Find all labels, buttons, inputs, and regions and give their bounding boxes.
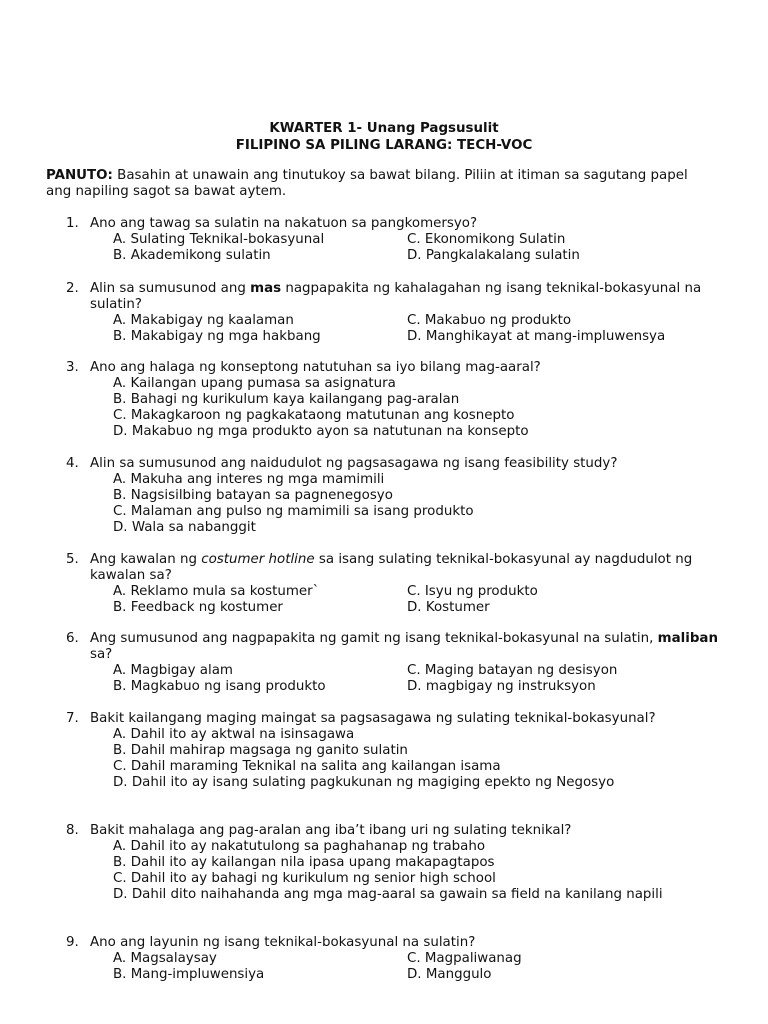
option-a: A. Sulating Teknikal-bokasyunal bbox=[113, 232, 325, 247]
question-text: Ano ang halaga ng konseptong natutuhan sa iyo bilang mag-aaral? bbox=[90, 360, 541, 375]
option-a: A. Dahil ito ay aktwal na isinsagawa bbox=[113, 727, 355, 742]
question-text: Ano ang layunin ng isang teknikal-bokasyunal na sulatin? bbox=[90, 935, 476, 950]
instructions bbox=[46, 168, 706, 200]
option-d: D. magbigay ng instruksyon bbox=[407, 679, 596, 694]
question-text: Bakit kailangang maging maingat sa pagsasagawa ng sulating teknikal-bokasyunal? bbox=[90, 711, 656, 726]
question-text-start: Alin sa sumusunod ang bbox=[90, 281, 251, 296]
option-c: C. Dahil maraming Teknikal na salita ang kailangan isama bbox=[113, 759, 501, 774]
question-number: 2. bbox=[66, 281, 79, 296]
option-c: C. Isyu ng produkto bbox=[407, 584, 538, 599]
option-a: A. Dahil ito ay nakatutulong sa paghahanap ng trabaho bbox=[113, 839, 486, 854]
options bbox=[113, 232, 726, 264]
option-b: B. Akademikong sulatin bbox=[113, 248, 271, 263]
option-d: D. Dahil dito naihahanda ang mga mag-aaral sa gawain sa field na kanilang napili bbox=[113, 887, 663, 902]
option-c: C. Makagkaroon ng pagkakataong matutunan ang kosnepto bbox=[113, 408, 515, 423]
exam-subject: FILIPINO SA PILING LARANG: TECH-VOC bbox=[235, 138, 533, 153]
option-a: A. Makabigay ng kaalaman bbox=[113, 313, 294, 328]
question-6 bbox=[66, 631, 726, 695]
option-b: B. Nagsisilbing batayan sa pagnenegosyo bbox=[113, 488, 393, 503]
exam-title: KWARTER 1- Unang Pagsusulit bbox=[269, 121, 499, 136]
question-emphasis: maliban bbox=[657, 631, 718, 646]
option-b: B. Dahil mahirap magsaga ng ganito sulatin bbox=[113, 743, 408, 758]
options bbox=[113, 727, 726, 791]
options bbox=[113, 472, 726, 536]
question-number: 9. bbox=[66, 935, 79, 950]
question-text-end: sa? bbox=[90, 647, 113, 662]
option-b: B. Dahil ito ay kailangan nila ipasa upang makapagtapos bbox=[113, 855, 495, 870]
option-c: C. Magpaliwanag bbox=[407, 951, 522, 966]
options bbox=[113, 376, 726, 440]
instructions-label: PANUTO: bbox=[46, 168, 113, 183]
question-5 bbox=[66, 552, 726, 616]
option-c: C. Dahil ito ay bahagi ng kurikulum ng senior high school bbox=[113, 871, 496, 886]
question-text-end: sa isang sulating teknikal-bokasyunal ay nagdudulot ng kawalan sa? bbox=[90, 552, 693, 583]
option-a: A. Magbigay alam bbox=[113, 663, 233, 678]
option-b: B. Makabigay ng mga hakbang bbox=[113, 329, 321, 344]
options bbox=[113, 584, 726, 616]
question-text-start: Ang sumusunod ang nagpapakita ng gamit ng isang teknikal-bokasyunal na sulatin, bbox=[90, 631, 658, 646]
instructions-text: Basahin at unawain ang tinutukoy sa bawat bilang. Piliin at itiman sa sagutang papel ang napiling sagot sa bawat aytem. bbox=[46, 168, 688, 199]
options bbox=[113, 951, 726, 983]
option-c: C. Ekonomikong Sulatin bbox=[407, 232, 566, 247]
option-d: D. Kostumer bbox=[407, 600, 490, 615]
question-7 bbox=[66, 711, 726, 791]
option-a: A. Kailangan upang pumasa sa asignatura bbox=[113, 376, 396, 391]
option-d: D. Dahil ito ay isang sulating pagkukunan ng magiging epekto ng Negosyo bbox=[113, 775, 615, 790]
option-b: B. Mang-impluwensiya bbox=[113, 967, 265, 982]
option-c: C. Maging batayan ng desisyon bbox=[407, 663, 618, 678]
option-a: A. Magsalaysay bbox=[113, 951, 217, 966]
question-text-end: nagpapakita ng kahalagahan ng isang teknikal-bokasyunal na sulatin? bbox=[90, 281, 702, 312]
question-number: 7. bbox=[66, 711, 79, 726]
option-a: A. Reklamo mula sa kostumer` bbox=[113, 584, 320, 599]
question-text: Bakit mahalaga ang pag-aralan ang iba’t ibang uri ng sulating teknikal? bbox=[90, 823, 572, 838]
question-number: 1. bbox=[66, 216, 79, 231]
options bbox=[113, 663, 726, 695]
option-c: C. Makabuo ng produkto bbox=[407, 313, 572, 328]
question-text-start: Ang kawalan ng bbox=[90, 552, 202, 567]
question-text bbox=[90, 552, 726, 584]
option-b: B. Bahagi ng kurikulum kaya kailangang pag-aralan bbox=[113, 392, 460, 407]
question-4 bbox=[66, 456, 726, 536]
question-2 bbox=[66, 281, 726, 345]
options bbox=[113, 313, 726, 345]
question-number: 4. bbox=[66, 456, 79, 471]
option-b: B. Feedback ng kostumer bbox=[113, 600, 283, 615]
question-number: 5. bbox=[66, 552, 79, 567]
question-text: Alin sa sumusunod ang naidudulot ng pagsasagawa ng isang feasibility study? bbox=[90, 456, 618, 471]
question-number: 8. bbox=[66, 823, 79, 838]
option-c: C. Malaman ang pulso ng mamimili sa isang produkto bbox=[113, 504, 474, 519]
question-3 bbox=[66, 360, 726, 440]
question-1 bbox=[66, 216, 726, 264]
options bbox=[113, 839, 726, 903]
question-text bbox=[90, 281, 726, 313]
question-number: 3. bbox=[66, 360, 79, 375]
option-b: B. Magkabuo ng isang produkto bbox=[113, 679, 326, 694]
question-emphasis: mas bbox=[250, 281, 282, 296]
option-d: D. Manghikayat at mang-impluwensya bbox=[407, 329, 666, 344]
option-d: D. Pangkalakalang sulatin bbox=[407, 248, 580, 263]
question-emphasis: costumer hotline bbox=[201, 552, 315, 567]
option-d: D. Wala sa nabanggit bbox=[113, 520, 256, 535]
question-8 bbox=[66, 823, 726, 903]
option-d: D. Manggulo bbox=[407, 967, 492, 982]
question-9 bbox=[66, 935, 726, 983]
question-number: 6. bbox=[66, 631, 79, 646]
option-d: D. Makabuo ng mga produkto ayon sa natutunan na konsepto bbox=[113, 424, 529, 439]
option-a: A. Makuha ang interes ng mga mamimili bbox=[113, 472, 385, 487]
question-text: Ano ang tawag sa sulatin na nakatuon sa pangkomersyo? bbox=[90, 216, 478, 231]
question-text bbox=[90, 631, 726, 663]
